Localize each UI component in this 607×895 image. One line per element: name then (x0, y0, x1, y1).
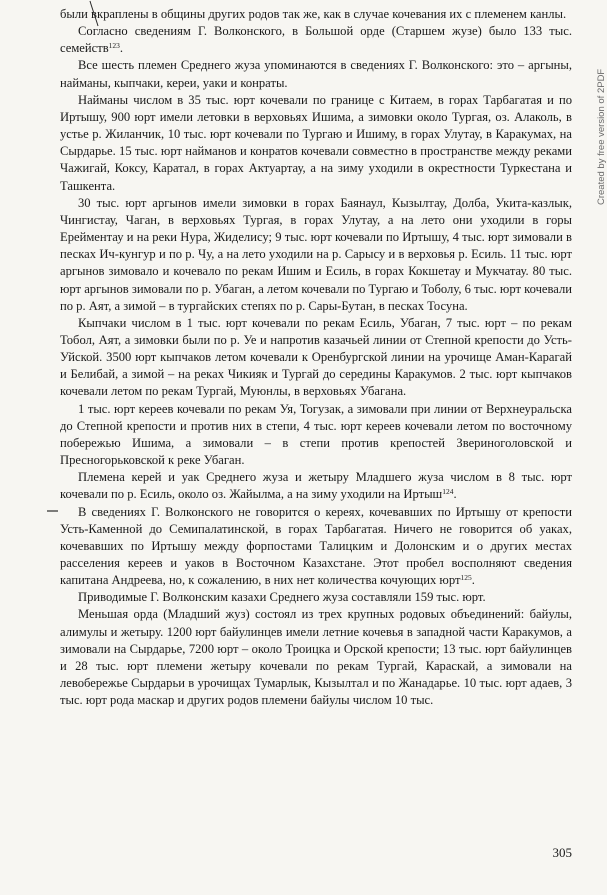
paragraph-3: Все шесть племен Среднего жуза упоминаются в сведениях Г. Волконского: это – аргыны, найманы, кыпчаки, кереи, уаки и конраты. (60, 58, 572, 90)
paragraph-10: Приводимые Г. Волконским казахи Среднего жуза составляли 159 тыс. юрт. (78, 590, 486, 605)
margin-dash-mark (46, 508, 60, 514)
paragraph-11: Меньшая орда (Младший жуз) состоял из трех крупных родовых объединений: байулы, алимулы и жетыру. 1200 юрт байулинцев имели летние кочевья в западной части Каракумов, а зимовали на Сырдарье, 7200 юрт – около Троицка и Орской крепости; 13 тыс. юрт байулинцев и 28 тыс. юрт племени жетыру кочевали по рекам Тургай, Караскай, а зимовали на левобережье Сырдарьи в урочищах Тумарлык, Кызылтал и по Жанадарье. 10 тыс. юрт адаев, 3 тыс. юрт рода маскар и других родов племени байулы числом 10 тыс. (60, 607, 572, 708)
paragraph-7: 1 тыс. юрт кереев кочевали по рекам Уя, Тогузак, а зимовали при линии от Верхнеуральска до Степной крепости и против них в степи, 4 тыс. юрт кереев кочевали летом по восточному побережью Ишима, а зимовали – в степи против крепостей Звериноголовской и Пресногорьковской к реке Убаган. (60, 401, 572, 468)
footnote-ref-124: 124 (442, 487, 454, 497)
paragraph-5: 30 тыс. юрт аргынов имели зимовки в горах Баянаул, Кызылтау, Долба, Укита-казлык, Чингистау, Чаган, в верховьях Тургая, в горах Улутау, а на лето они уходили в горы Ерейментау и на реки Нура, Жиделису; 9 тыс. юрт кочевали по Иртышу, 4 тыс. юрт зимовали в песках Ич-кунгур и по р. Чу, а на лето уходили на р. Сарысу и в верховья р. Есиль. 11 тыс. юрт аргынов зимовало и кочевало по рекам Ишим и Есиль, в горах Кокшетау и Мукчатау. 80 тыс. юрт аргынов зимовали по р. Убаган, а летом кочевали по Тургаю и Тоболу, 6 тыс. юрт кочевали по р. Аят, а зимой – в тургайских степях по р. Сары-Бутан, в песках Тосуна. (60, 195, 572, 313)
paragraph-6: Кыпчаки числом в 1 тыс. юрт кочевали по рекам Есиль, Убаган, 7 тыс. юрт – по рекам Тобол, Аят, а зимовки были по р. Уе и напротив казачьей линии от Степной крепости до Усть-Уйской. 3500 юрт кыпчаков летом кочевали к Оренбургской линии на урочище Аман-Карагай и Белибай, а зимой – на реках Чикияк и Тургай до середины Каракумов. 2 тыс. юрт кыпчаков кочевали летом по рекам Тургай, Муюнлы, в верховьях Убагана. (60, 315, 572, 399)
paragraph-2: Согласно сведениям Г. Волконского, в Большой орде (Старшем жузе) было 133 тыс. семейств$^{123}$. (60, 24, 572, 56)
paragraph-1: были вкраплены в общины других родов так же, как в случае кочевания их с племенем канлы. (60, 7, 567, 21)
watermark-text: Created by free version of 2PDF (596, 68, 607, 205)
paragraph-4: Найманы числом в 35 тыс. юрт кочевали по границе с Китаем, в горах Тарбагатая и по Иртышу, 900 юрт имели летовки в верховьях Ишима, а зимовки около Тургая, оз. Алаколь, в устье р. Жиланчик, 10 тыс. юрт кочевали по Тургаю и Ишиму, в горах Улутау, в Каракумах, на Сырдарье. 15 тыс. юрт найманов и конратов кочевали совместно в пространстве между реками Чажигай, Коксу, Каратал, в горах Актуартау, а на зиму уходили в окрестности Туркестана и Ташкента. (60, 92, 572, 193)
pen-stroke-mark (88, 0, 102, 28)
paragraph-8: Племена керей и уак Среднего жуза и жетыру Младшего жуза числом в 8 тыс. юрт кочевали по р. Есиль, около оз. Жайылма, а на зиму уходили на Иртыш$^{124}$. (60, 470, 572, 502)
paragraph-9: В сведениях Г. Волконского не говорится о кереях, кочевавших по Иртышу от крепости Усть-Каменной до Семипалатинской, в горах Тарбагатая. Ничего не говорится об уаках, кочевавших по Иртышу между форпостами Талицким и Долонским и о других местах расселения кереев и уаков в Восточном Казахстане. Этот пробел восполняют сведения капитана Андреева, но, к сожалению, в них нет количества кочующих юрт$^{125}$. (60, 504, 572, 588)
page-number: 305 (552, 845, 572, 860)
footnote-ref-125: 125 (460, 573, 472, 583)
body-text (60, 6, 572, 709)
footnote-ref-123: 123 (108, 41, 120, 51)
